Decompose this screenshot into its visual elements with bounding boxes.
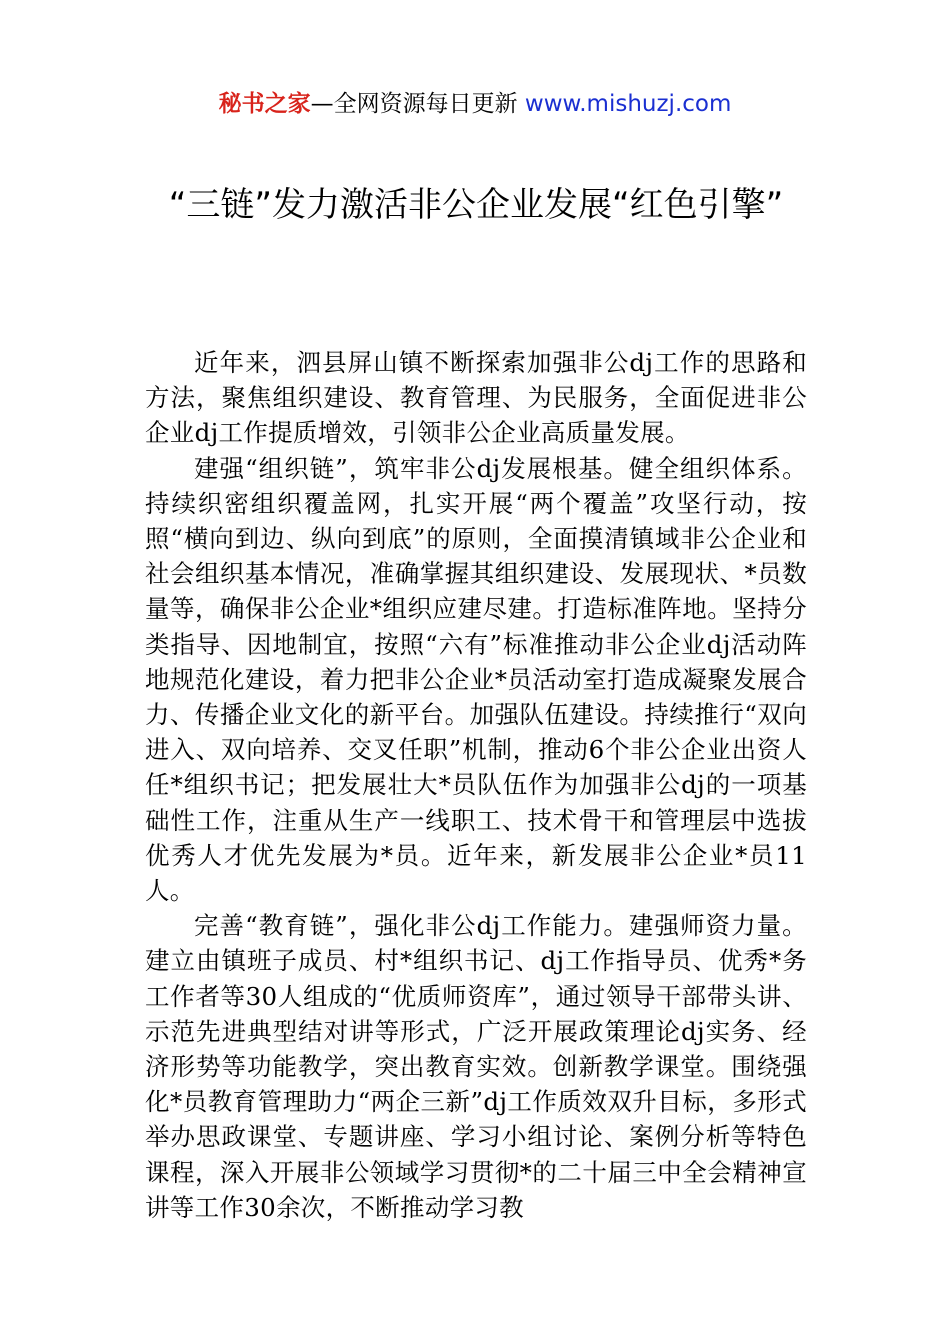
paragraph-organization-chain: 建强“组织链”，筑牢非公dj发展根基。健全组织体系。持续织密组织覆盖网，扎实开展“两个覆盖”攻坚行动，按照“横向到边、纵向到底”的原则，全面摸清镇域非公企业和社会组织基本情况，准确掌握其组织建设、发展现状、*员数量等，确保非公企业*组织应建尽建。打造标准阵地。坚持分类指导、因地制宜，按照“六有”标准推动非公企业dj活动阵地规范化建设，着力把非公企业*员活动室打造成凝聚发展合力、传播企业文化的新平台。加强队伍建设。持续推行“双向进入、双向培养、交叉任职”机制，推动6个非公企业出资人任*组织书记；把发展壮大*员队伍作为加强非公dj的一项基础性工作，注重从生产一线职工、技术骨干和管理层中选拔优秀人才优先发展为*员。近年来，新发展非公企业*员11人。 — [145, 453, 807, 906]
header-tagline: —全网资源每日更新 — [310, 91, 518, 117]
document-title: “三链”发力激活非公企业发展“红色引擎” — [168, 185, 784, 225]
document-body — [145, 345, 807, 1225]
paragraph-intro: 近年来，泗县屏山镇不断探索加强非公dj工作的思路和方法，聚焦组织建设、教育管理、为民服务，全面促进非公企业dj工作提质增效，引领非公企业高质量发展。 — [145, 348, 807, 448]
paragraph-education-chain: 完善“教育链”，强化非公dj工作能力。建强师资力量。建立由镇班子成员、村*组织书记、dj工作指导员、优秀*务工作者等30人组成的“优质师资库”，通过领导干部带头讲、示范先进典型结对讲等形式，广泛开展政策理论dj实务、经济形势等功能教学，突出教育实效。创新教学课堂。围绕强化*员教育管理助力“两企三新”dj工作质效双升目标，多形式举办思政课堂、专题讲座、学习小组讨论、案例分析等特色课程，深入开展非公领域学习贯彻*的二十届三中全会精神宣讲等工作30余次，不断推动学习教 — [145, 911, 807, 1222]
site-header — [0, 86, 950, 122]
site-url-link[interactable]: www.mishuzj.com — [524, 91, 732, 117]
brand-name: 秘书之家 — [218, 91, 311, 117]
